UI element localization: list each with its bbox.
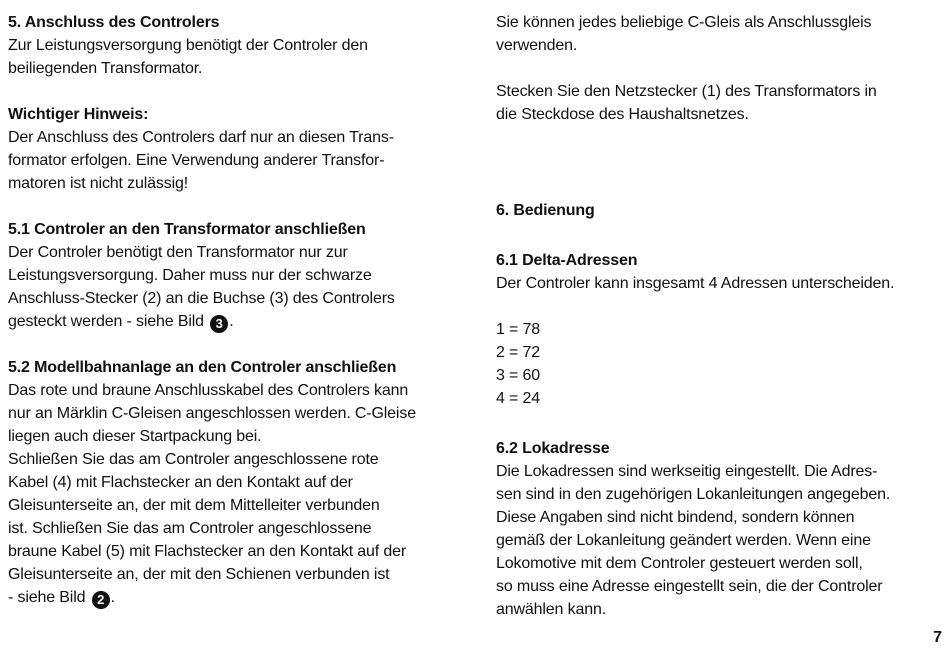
paragraph-power-plug	[496, 80, 942, 126]
text-line: Der Controler benötigt den Transformator nur zur	[8, 244, 348, 261]
heading-section-6: 6. Bedienung	[496, 202, 595, 219]
heading-section-6-2: 6.2 Lokadresse	[496, 440, 610, 457]
paragraph-track-info	[496, 11, 942, 57]
paragraph-important-note	[8, 126, 468, 195]
text-line: Leistungsversorgung. Daher muss nur der schwarze	[8, 267, 372, 284]
figure-number-badge: 2	[92, 591, 110, 609]
text-line: Schließen Sie das am Controler angeschlossene rote	[8, 451, 379, 468]
text-line: Sie können jedes beliebige C-Gleis als Anschlussgleis	[496, 14, 872, 31]
text-line: anwählen kann.	[496, 601, 606, 618]
text-fragment: .	[110, 589, 115, 606]
heading-section-5-2: 5.2 Modellbahnanlage an den Controler anschließen	[8, 359, 397, 376]
text-line: Lokomotive mit dem Controler gesteuert werden soll,	[496, 555, 863, 572]
address-list	[496, 318, 942, 410]
text-line: beiliegenden Transformator.	[8, 60, 203, 77]
text-line: Der Anschluss des Controlers darf nur an diesen Trans-	[8, 129, 394, 146]
text-line: Anschluss-Stecker (2) an die Buchse (3) des Controlers	[8, 290, 395, 307]
text-line: so muss eine Adresse eingestellt sein, die der Controler	[496, 578, 883, 595]
text-line: braune Kabel (5) mit Flachstecker an den Kontakt auf der	[8, 543, 407, 560]
text-line: nur an Märklin C-Gleisen angeschlossen werden. C-Gleise	[8, 405, 416, 422]
text-line: Gleisunterseite an, der mit den Schienen verbunden ist	[8, 566, 390, 583]
paragraph-section-6-1	[496, 272, 942, 295]
heading-section-6-1: 6.1 Delta-Adressen	[496, 252, 638, 269]
text-line: verwenden.	[496, 37, 578, 54]
text-line: Kabel (4) mit Flachstecker an den Kontakt auf der	[8, 474, 353, 491]
right-column	[496, 11, 942, 621]
text-line: Stecken Sie den Netzstecker (1) des Transformators in	[496, 83, 877, 100]
page-number: 7	[933, 629, 942, 646]
text-fragment: - siehe Bild	[8, 589, 86, 606]
paragraph-section-5-1	[8, 241, 468, 333]
text-line: Diese Angaben sind nicht bindend, sondern können	[496, 509, 855, 526]
figure-number-badge: 3	[210, 315, 228, 333]
text-line: Zur Leistungsversorgung benötigt der Controler den	[8, 37, 368, 54]
text-line: formator erfolgen. Eine Verwendung anderer Transfor-	[8, 152, 385, 169]
text-line: ist. Schließen Sie das am Controler angeschlossene	[8, 520, 372, 537]
text-line: Die Lokadressen sind werkseitig eingestellt. Die Adres-	[496, 463, 878, 480]
text-line: die Steckdose des Haushaltsnetzes.	[496, 106, 749, 123]
list-item: 1 = 78	[496, 321, 541, 338]
heading-section-5: 5. Anschluss des Controlers	[8, 14, 220, 31]
paragraph-section-5	[8, 34, 468, 80]
text-line: gemäß der Lokanleitung geändert werden. Wenn eine	[496, 532, 871, 549]
text-fragment: gesteckt werden - siehe Bild	[8, 313, 204, 330]
list-item: 2 = 72	[496, 344, 541, 361]
text-line-with-figure-ref	[8, 310, 468, 333]
text-line: Das rote und braune Anschlusskabel des Controlers kann	[8, 382, 409, 399]
text-fragment: .	[229, 313, 234, 330]
text-line: Gleisunterseite an, der mit dem Mittelleiter verbunden	[8, 497, 380, 514]
text-line: liegen auch dieser Startpackung bei.	[8, 428, 262, 445]
text-line: sen sind in den zugehörigen Lokanleitungen angegeben.	[496, 486, 891, 503]
heading-important-note: Wichtiger Hinweis:	[8, 106, 149, 123]
text-line: matoren ist nicht zulässig!	[8, 175, 189, 192]
text-line-with-figure-ref	[8, 586, 468, 609]
paragraph-section-5-2	[8, 379, 468, 609]
list-item: 3 = 60	[496, 367, 541, 384]
paragraph-section-6-2	[496, 460, 942, 621]
heading-section-5-1: 5.1 Controler an den Transformator anschließen	[8, 221, 366, 238]
left-column	[8, 11, 468, 609]
text-line: Der Controler kann insgesamt 4 Adressen unterscheiden.	[496, 275, 895, 292]
list-item: 4 = 24	[496, 390, 541, 407]
